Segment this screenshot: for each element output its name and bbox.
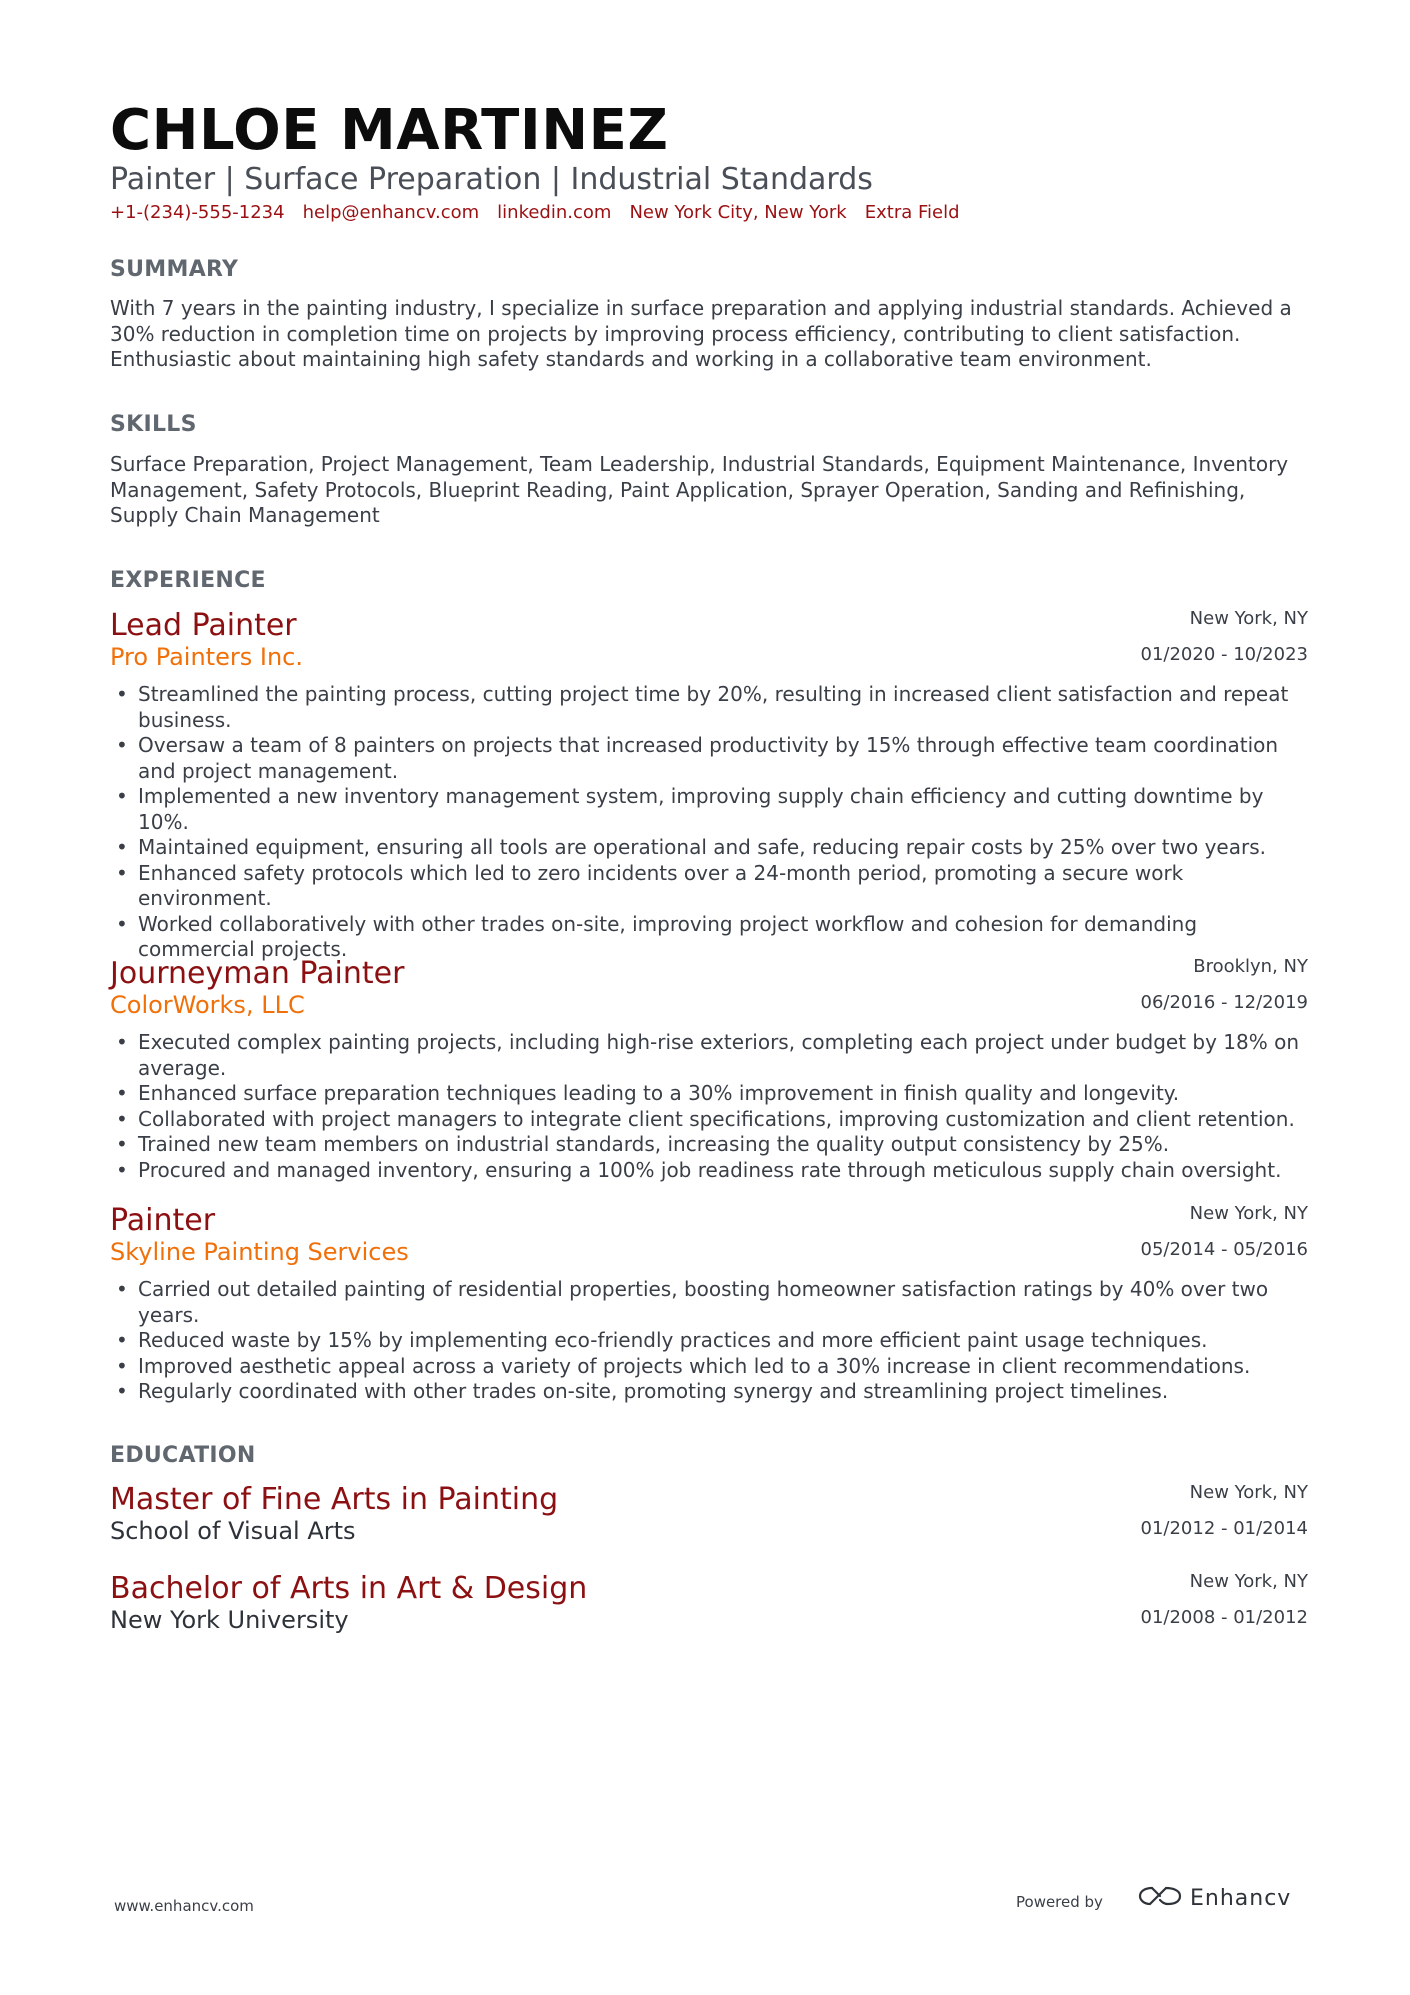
job-dates: 05/2014 - 05/2016: [1140, 1239, 1308, 1260]
job-dates: 06/2016 - 12/2019: [1140, 992, 1308, 1013]
school-name: New York University: [110, 1606, 349, 1634]
school-location: New York, NY: [1189, 1482, 1308, 1503]
job-bullet: • Enhanced safety protocols which led to zero incidents over a 24-month period, promoting a secure work environment.: [110, 861, 1308, 912]
experience-heading: EXPERIENCE: [110, 568, 266, 593]
job-title: Lead Painter: [110, 608, 297, 643]
job-company: Pro Painters Inc.: [110, 643, 303, 671]
job-title: Journeyman Painter: [110, 956, 405, 991]
school-location: New York, NY: [1189, 1571, 1308, 1592]
job-bullets: [110, 1277, 1308, 1405]
job-location: Brooklyn, NY: [1193, 956, 1308, 977]
job-bullet: • Improved aesthetic appeal across a variety of projects which led to a 30% increase in client recommendations.: [110, 1354, 1308, 1380]
contact-extra-field: Extra Field: [864, 202, 960, 223]
summary-text: With 7 years in the painting industry, I specialize in surface preparation and applying industrial standards. Achieved a 30% reduction in completion time on projects by improving process efficiency, contributing to client satisfaction. Enthusiastic about maintaining high safety standards and working in a collaborative team environment.: [110, 296, 1292, 371]
job-bullet: • Maintained equipment, ensuring all tools are operational and safe, reducing repair costs by 25% over two years.: [110, 835, 1308, 861]
skills-text: Surface Preparation, Project Management, Team Leadership, Industrial Standards, Equipment Maintenance, Inventory Management, Safety Protocols, Blueprint Reading, Paint Application, Sprayer Operation, Sanding and Refinishing, Supply Chain Management: [110, 452, 1289, 527]
job-bullet: • Implemented a new inventory management system, improving supply chain efficiency and cutting downtime by 10%.: [110, 784, 1308, 835]
education-dates: 01/2012 - 01/2014: [1140, 1518, 1308, 1539]
contact-bar: [110, 200, 960, 226]
footer-url[interactable]: www.enhancv.com: [114, 1897, 254, 1915]
contact-email[interactable]: help@enhancv.com: [302, 202, 480, 223]
job-bullet: • Oversaw a team of 8 painters on projects that increased productivity by 15% through effective team coordination and project management.: [110, 733, 1308, 784]
job-bullet: • Trained new team members on industrial standards, increasing the quality output consistency by 25%.: [110, 1132, 1308, 1158]
summary-heading: SUMMARY: [110, 257, 239, 282]
education-heading: EDUCATION: [110, 1443, 256, 1468]
degree-title: Bachelor of Arts in Art & Design: [110, 1571, 588, 1606]
job-bullet: • Carried out detailed painting of residential properties, boosting homeowner satisfaction ratings by 40% over two years.: [110, 1277, 1308, 1328]
education-dates: 01/2008 - 01/2012: [1140, 1607, 1308, 1628]
skills-heading: SKILLS: [110, 412, 197, 437]
enhancv-brand-name: Enhancv: [1190, 1885, 1292, 1911]
contact-phone[interactable]: +1-(234)-555-1234: [110, 202, 285, 223]
candidate-headline: Painter | Surface Preparation | Industrial Standards: [110, 162, 873, 197]
job-bullet: • Streamlined the painting process, cutting project time by 20%, resulting in increased client satisfaction and repeat business.: [110, 682, 1308, 733]
enhancv-brand[interactable]: [1138, 1884, 1291, 1912]
job-bullet: • Worked collaboratively with other trades on-site, improving project workflow and cohesion for demanding commercial projects.: [110, 912, 1308, 963]
job-company: Skyline Painting Services: [110, 1238, 409, 1266]
job-location: New York, NY: [1189, 608, 1308, 629]
candidate-name: CHLOE MARTINEZ: [110, 98, 669, 163]
job-bullets: [110, 682, 1308, 963]
degree-title: Master of Fine Arts in Painting: [110, 1482, 559, 1517]
job-bullets: [110, 1030, 1308, 1183]
job-bullet: • Regularly coordinated with other trades on-site, promoting synergy and streamlining project timelines.: [110, 1379, 1308, 1405]
job-dates: 01/2020 - 10/2023: [1140, 644, 1308, 665]
job-bullet: • Executed complex painting projects, including high-rise exteriors, completing each project under budget by 18% on average.: [110, 1030, 1308, 1081]
contact-linkedin[interactable]: linkedin.com: [497, 202, 612, 223]
job-bullet: • Collaborated with project managers to integrate client specifications, improving customization and client retention.: [110, 1107, 1308, 1133]
job-bullet: • Procured and managed inventory, ensuring a 100% job readiness rate through meticulous supply chain oversight.: [110, 1158, 1308, 1184]
school-name: School of Visual Arts: [110, 1517, 356, 1545]
job-bullet: • Enhanced surface preparation techniques leading to a 30% improvement in finish quality and longevity.: [110, 1081, 1308, 1107]
contact-location: New York City, New York: [629, 202, 847, 223]
job-bullet: • Reduced waste by 15% by implementing eco-friendly practices and more efficient paint usage techniques.: [110, 1328, 1308, 1354]
powered-by-label: Powered by: [1016, 1893, 1103, 1911]
job-location: New York, NY: [1189, 1203, 1308, 1224]
enhancv-logo-icon: [1138, 1884, 1182, 1912]
job-title: Painter: [110, 1203, 216, 1238]
job-company: ColorWorks, LLC: [110, 991, 305, 1019]
